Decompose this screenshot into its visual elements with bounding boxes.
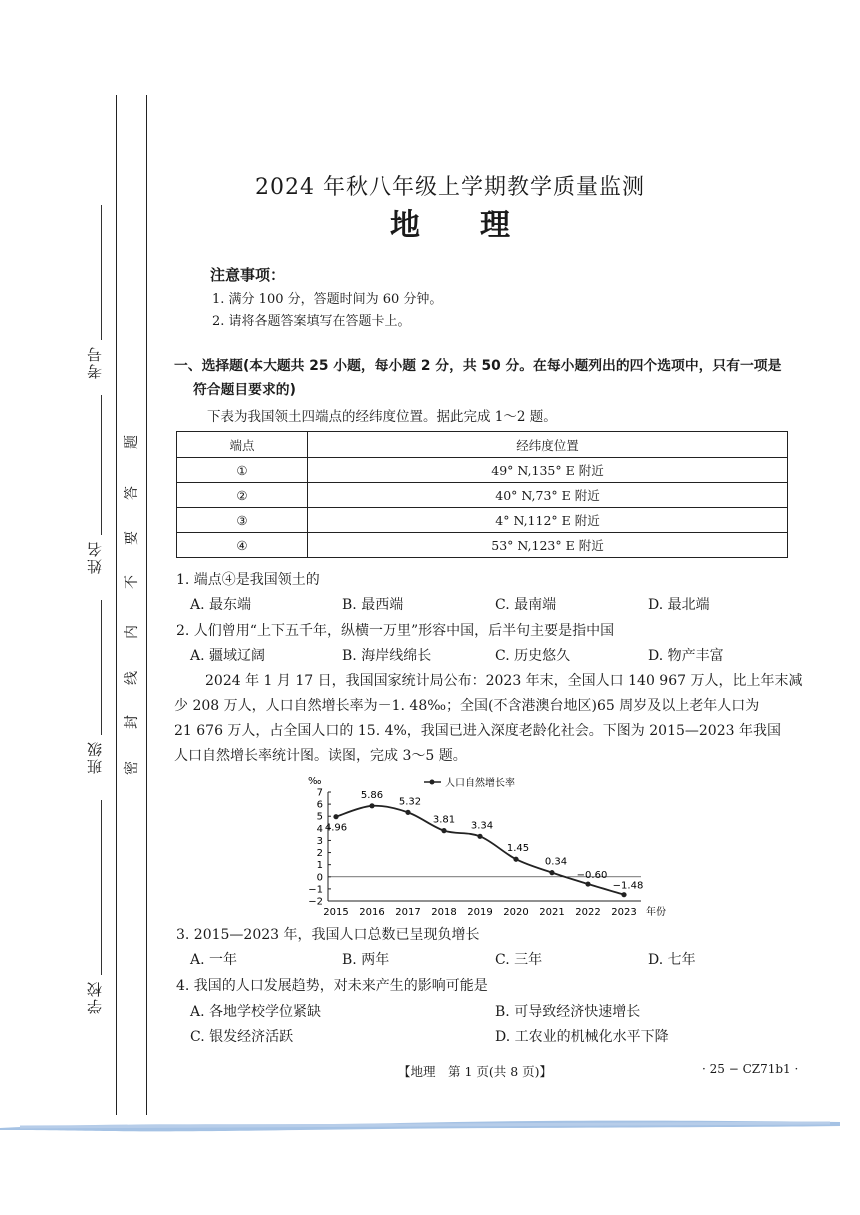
seal-char: 封 [124,715,140,729]
binding-line-inner [146,95,147,1115]
data-point [405,810,410,815]
legend [424,776,515,789]
notice-heading: 注意事项： [210,266,286,284]
seal-char: 密 [124,761,140,775]
question-3-option-c[interactable]: C. 三年 [495,952,543,968]
y-tick-label: 1 [316,860,323,872]
class-blank[interactable] [101,600,102,735]
population-growth-chart [296,770,696,920]
y-tick-label: −2 [308,896,323,908]
data-label: 5.32 [398,796,422,808]
y-tick-label: 5 [316,811,323,823]
question-3-option-d[interactable]: D. 七年 [648,952,696,968]
table-cell: ④ [177,533,308,558]
name-blank[interactable] [101,395,102,535]
data-point [441,828,446,833]
notice-item: 1. 满分 100 分，答题时间为 60 分钟。 [212,292,443,307]
question-1-option-c[interactable]: C. 最南端 [495,597,557,613]
table-cell: 40° N,73° E 附近 [308,483,788,508]
data-label: 3.34 [470,820,494,832]
question-2-stem: 2. 人们曾用“上下五千年，纵横一万里”形容中国，后半句主要是指中国 [176,623,615,639]
passage-line: 人口自然增长率统计图。读图，完成 3～5 题。 [174,748,467,764]
x-tick-label: 2018 [431,907,457,918]
question-3-stem: 3. 2015—2023 年，我国人口总数已呈现负增长 [176,927,480,943]
table-header: 端点 [177,432,308,458]
legend-label: 人口自然增长率 [445,778,515,789]
y-tick-label: 2 [316,848,323,860]
y-tick-label: 0 [316,872,323,884]
table-header: 经纬度位置 [308,432,788,458]
data-label: 4.96 [324,822,348,834]
data-label: −1.48 [612,880,644,892]
section-heading: 一、选择题(本大题共 25 小题，每小题 2 分，共 50 分。在每小题列出的四个选项中，只有一项是 [174,358,782,374]
x-tick-label: 2016 [359,907,385,918]
seal-char: 不 [124,575,140,589]
passage-line: 2024 年 1 月 17 日，我国国家统计局公布：2023 年末，全国人口 140 967 万人，比上年末减 [205,673,803,689]
question-3-option-b[interactable]: B. 两年 [342,952,390,968]
data-point [369,803,374,808]
data-label: 5.86 [360,789,384,801]
question-1-option-a[interactable]: A. 最东端 [190,597,252,613]
data-label: −0.60 [576,870,608,882]
seal-char: 要 [124,531,140,545]
data-point [621,892,626,897]
x-tick-label: 2019 [467,907,493,918]
question-2-option-b[interactable]: B. 海岸线绵长 [342,648,432,664]
passage-line: 21 676 万人，占全国人口的 15. 4%，我国已进入深度老龄化社会。下图为 2015—2023 年我国 [174,723,781,739]
table-row [177,533,788,558]
seal-char: 线 [124,671,140,685]
seal-char: 内 [124,625,140,639]
data-point [477,834,482,839]
school-blank[interactable] [101,800,102,975]
scan-edge-band [0,1112,860,1136]
data-label: 1.45 [506,843,530,855]
question-4-option-d[interactable]: D. 工农业的机械化水平下降 [495,1029,669,1045]
data-label: 3.81 [432,814,456,826]
question-3-option-a[interactable]: A. 一年 [190,952,238,968]
data-point [585,881,590,886]
seal-char: 题 [124,435,140,449]
question-2-option-a[interactable]: A. 疆域辽阔 [190,648,266,664]
question-2-option-c[interactable]: C. 历史悠久 [495,648,571,664]
table-intro: 下表为我国领土四端点的经纬度位置。据此完成 1～2 题。 [207,409,557,425]
table-cell: ③ [177,508,308,533]
x-axis-label: 年份 [646,907,666,918]
data-point [333,814,338,819]
table-cell: 49° N,135° E 附近 [308,458,788,483]
y-tick-label: 4 [316,823,323,835]
data-point [513,857,518,862]
table-cell: ② [177,483,308,508]
question-4-option-b[interactable]: B. 可导致经济快速增长 [495,1004,641,1020]
subject-title: 地 理 [390,208,510,243]
exam-title: 2024 年秋八年级上学期教学质量监测 [255,175,645,200]
x-tick-label: 2015 [323,907,349,918]
seal-char: 答 [124,486,140,500]
coordinates-table [176,431,788,558]
question-4-option-c[interactable]: C. 银发经济活跃 [190,1029,294,1045]
class-label: 班级 [86,740,104,774]
section-heading-cont: 符合题目要求的) [193,382,296,398]
table-cell: ① [177,458,308,483]
binding-line-outer [116,95,117,1115]
x-tick-label: 2020 [503,907,529,918]
table-row [177,458,788,483]
table-row [177,483,788,508]
school-label: 学校 [86,980,104,1014]
name-label: 姓名 [86,540,104,574]
question-1-option-b[interactable]: B. 最西端 [342,597,404,613]
series-line [336,806,624,895]
y-tick-label: 3 [316,835,323,847]
exam-no-label: 考号 [86,345,104,379]
question-4-option-a[interactable]: A. 各地学校学位紧缺 [190,1004,322,1020]
y-axis-unit: ‰ [308,776,322,787]
y-tick-label: 7 [316,787,323,799]
table-row [177,508,788,533]
y-tick-label: −1 [308,884,323,896]
x-tick-label: 2023 [611,907,637,918]
x-tick-label: 2021 [539,907,565,918]
question-1-stem: 1. 端点④是我国领土的 [176,572,320,588]
y-tick-label: 6 [316,799,323,811]
data-label: 0.34 [544,856,568,868]
question-4-stem: 4. 我国的人口发展趋势，对未来产生的影响可能是 [176,978,488,994]
notice-item: 2. 请将各题答案填写在答题卡上。 [212,314,411,329]
table-cell: 4° N,112° E 附近 [308,508,788,533]
page-number: 【地理 第 1 页(共 8 页)】 [398,1064,553,1079]
paper-code: · 25 − CZ71b1 · [702,1062,799,1076]
passage-line: 少 208 万人，人口自然增长率为－1. 48‰；全国(不含港澳台地区)65 周岁及以上老年人口为 [174,698,760,714]
table-cell: 53° N,123° E 附近 [308,533,788,558]
question-2-option-d[interactable]: D. 物产丰富 [648,648,724,664]
question-1-option-d[interactable]: D. 最北端 [648,597,710,613]
data-point [549,870,554,875]
x-tick-label: 2017 [395,907,421,918]
x-tick-label: 2022 [575,907,601,918]
